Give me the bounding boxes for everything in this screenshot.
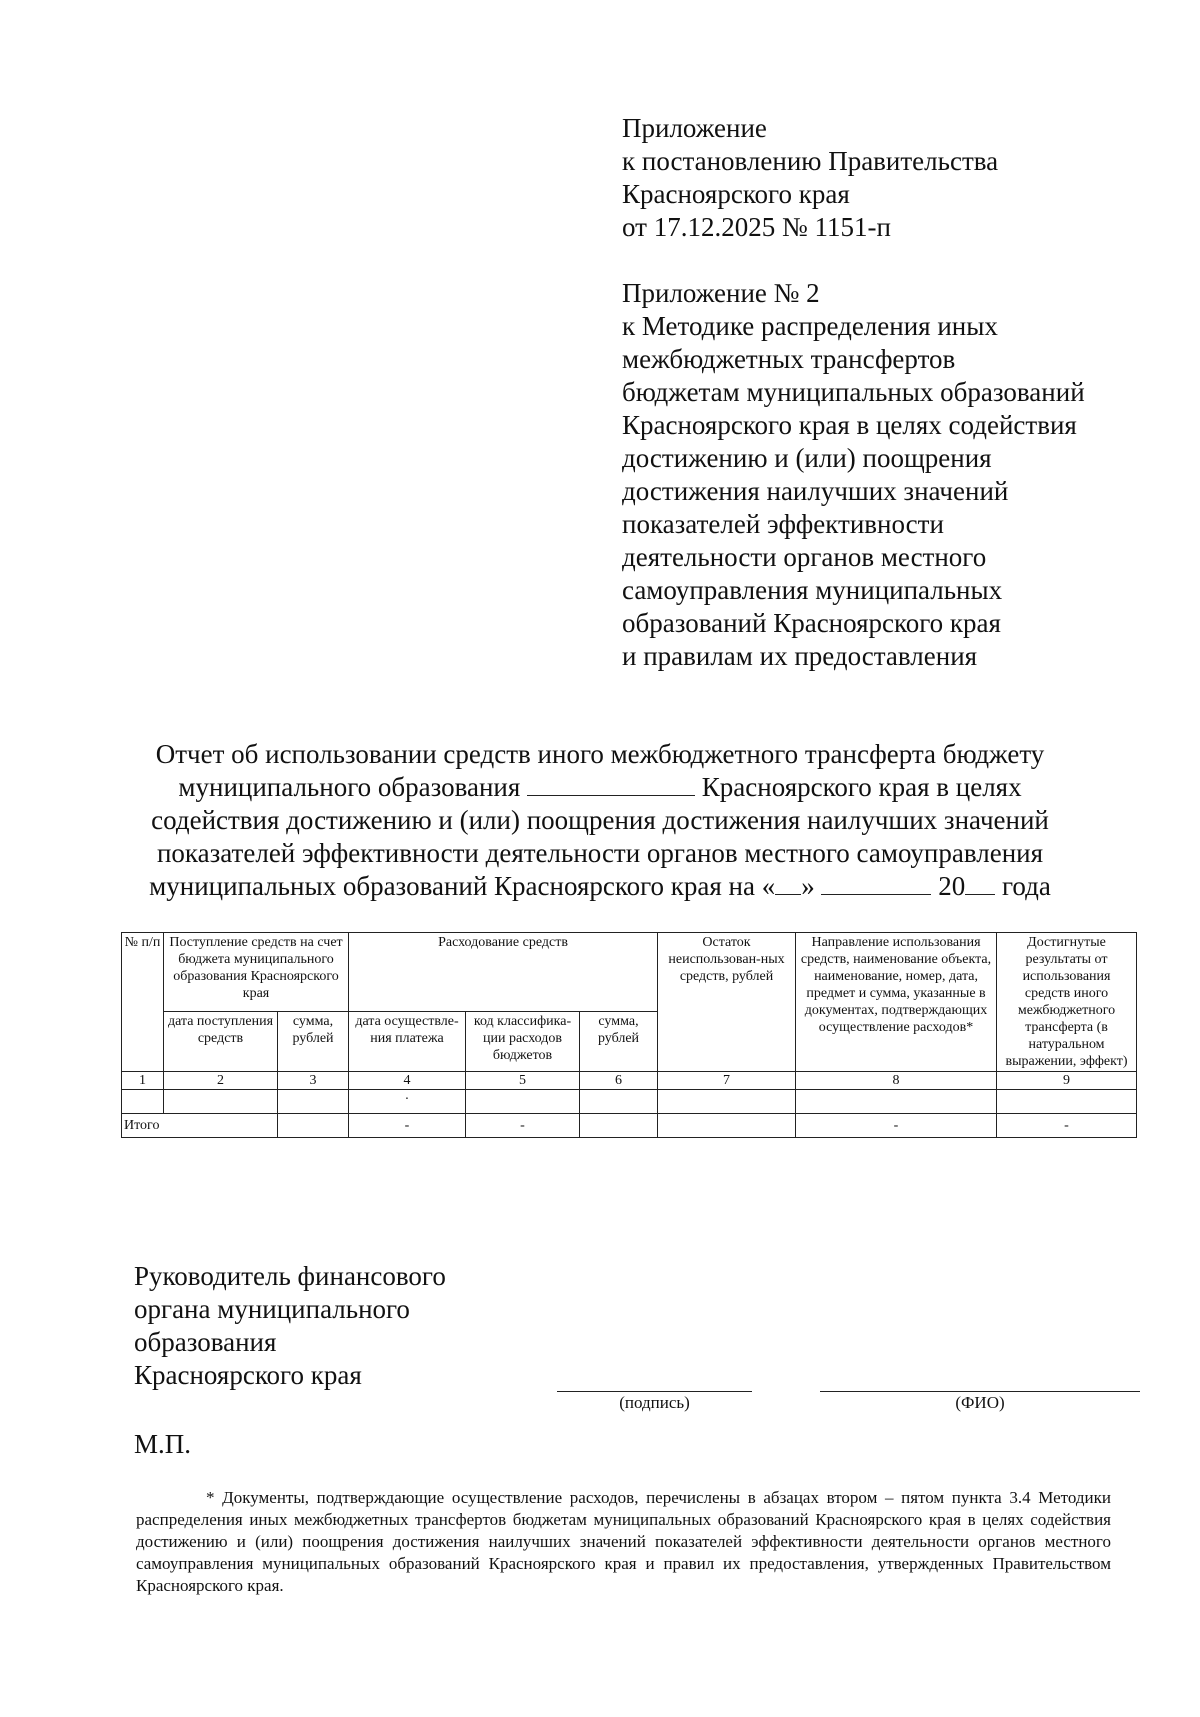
table-cell[interactable] bbox=[466, 1090, 580, 1114]
appendix-line: достижению и (или) поощрения bbox=[622, 443, 992, 473]
total-cell[interactable] bbox=[658, 1114, 796, 1138]
month-blank[interactable] bbox=[821, 872, 931, 895]
table-cell[interactable] bbox=[796, 1090, 997, 1114]
table-header-row bbox=[122, 933, 1137, 1012]
signatory-line: образования bbox=[134, 1327, 277, 1357]
header-spend-date: дата осуществле-ния платежа bbox=[349, 1011, 466, 1071]
column-number: 9 bbox=[997, 1072, 1137, 1090]
name-line[interactable] bbox=[820, 1391, 1140, 1392]
column-number: 5 bbox=[466, 1072, 580, 1090]
appendix-line: показателей эффективности bbox=[622, 509, 944, 539]
header-receipt-date: дата поступления средств bbox=[164, 1011, 278, 1071]
name-caption: (ФИО) bbox=[955, 1393, 1005, 1412]
appendix-line: Красноярского края в целях содействия bbox=[622, 410, 1077, 440]
signature-caption: (подпись) bbox=[619, 1393, 690, 1412]
report-title-text: года bbox=[1001, 871, 1051, 901]
column-number: 6 bbox=[580, 1072, 658, 1090]
total-cell[interactable]: - bbox=[997, 1114, 1137, 1138]
table-cell[interactable] bbox=[278, 1090, 349, 1114]
appendix-line: к Методике распределения иных bbox=[622, 311, 998, 341]
signature-line[interactable] bbox=[557, 1391, 752, 1392]
report-table bbox=[121, 932, 1137, 1138]
column-numbers-row bbox=[122, 1072, 1137, 1090]
appendix-line: межбюджетных трансфертов bbox=[622, 344, 956, 374]
total-cell[interactable]: - bbox=[796, 1114, 997, 1138]
footnote bbox=[136, 1487, 1111, 1597]
signatory-block bbox=[134, 1260, 574, 1392]
total-cell[interactable] bbox=[278, 1114, 349, 1138]
appendix-line: и правилам их предоставления bbox=[622, 641, 978, 671]
appendix-block bbox=[622, 112, 1182, 673]
table-cell[interactable]: · bbox=[349, 1090, 466, 1114]
total-row bbox=[122, 1114, 1137, 1138]
header-remainder: Остаток неиспользован-ных средств, рублей bbox=[658, 933, 796, 1072]
seal-mark: М.П. bbox=[134, 1429, 192, 1459]
header-direction: Направление использования средств, наименование объекта, наименование, номер, дата, предмет и сумма, указанные в документах, подтверждающих осуществление расходов* bbox=[796, 933, 997, 1072]
report-title-line bbox=[60, 870, 1140, 903]
header-number: № п/п bbox=[122, 933, 164, 1072]
table-cell[interactable] bbox=[658, 1090, 796, 1114]
appendix-line: деятельности органов местного bbox=[622, 542, 987, 572]
report-title-text: 20 bbox=[938, 871, 966, 901]
total-label: Итого bbox=[122, 1114, 278, 1138]
report-title-line: содействия достижению и (или) поощрения достижения наилучших значений bbox=[151, 805, 1049, 835]
header-receipt-sum: сумма, рублей bbox=[278, 1011, 349, 1071]
header-spend-sum: сумма, рублей bbox=[580, 1011, 658, 1071]
day-blank[interactable] bbox=[775, 872, 801, 895]
appendix-line: к постановлению Правительства bbox=[622, 146, 999, 176]
table-cell[interactable] bbox=[122, 1090, 164, 1114]
report-title-text: муниципального образования bbox=[178, 772, 521, 802]
year-blank[interactable] bbox=[965, 872, 995, 895]
signatory-line: Красноярского края bbox=[134, 1360, 362, 1390]
appendix-line: бюджетам муниципальных образований bbox=[622, 377, 1085, 407]
report-title-line: Отчет об использовании средств иного межбюджетного трансферта бюджету bbox=[155, 739, 1045, 769]
header-spend-code: код классифика-ции расходов бюджетов bbox=[466, 1011, 580, 1071]
report-title-text: » bbox=[801, 871, 815, 901]
column-number: 8 bbox=[796, 1072, 997, 1090]
appendix-line: Приложение bbox=[622, 113, 767, 143]
signatory-line: Руководитель финансового bbox=[134, 1261, 446, 1291]
header-results: Достигнутые результаты от использования средств иного межбюджетного трансферта (в натуральном выражении, эффект) bbox=[997, 933, 1137, 1072]
report-title-text: Красноярского края в целях bbox=[701, 772, 1022, 802]
report-title-text: муниципальных образований Красноярского края на « bbox=[149, 871, 776, 901]
appendix-line: Красноярского края bbox=[622, 179, 850, 209]
total-cell[interactable]: - bbox=[349, 1114, 466, 1138]
column-number: 3 bbox=[278, 1072, 349, 1090]
table-row bbox=[122, 1090, 1137, 1114]
header-receipt-group: Поступление средств на счет бюджета муниципального образования Красноярского края bbox=[164, 933, 349, 1012]
report-title-line: показателей эффективности деятельности органов местного самоуправления bbox=[156, 838, 1044, 868]
header-spend-group: Расходование средств bbox=[349, 933, 658, 1012]
total-cell[interactable] bbox=[580, 1114, 658, 1138]
municipality-blank[interactable] bbox=[527, 773, 695, 796]
signatory-line: органа муниципального bbox=[134, 1294, 410, 1324]
report-title-line bbox=[60, 771, 1140, 804]
table-cell[interactable] bbox=[997, 1090, 1137, 1114]
appendix-spacer bbox=[622, 244, 1182, 277]
appendix-line: образований Красноярского края bbox=[622, 608, 1001, 638]
appendix-line: самоуправления муниципальных bbox=[622, 575, 1003, 605]
footnote-text: * Документы, подтверждающие осуществление расходов, перечислены в абзацах втором – пятом пункта 3.4 Методики распределения иных межбюджетных трансфертов бюджетам муниципальных образований Красноярского края в целях содействия достижению и (или) поощрения достижения наилучших значений показателей эффективности деятельности органов местного самоуправления муниципальных образований Красноярского края и правил их предоставления, утвержденных Правительством Красноярского края. bbox=[136, 1488, 1111, 1595]
column-number: 7 bbox=[658, 1072, 796, 1090]
appendix-line: Приложение № 2 bbox=[622, 278, 820, 308]
column-number: 1 bbox=[122, 1072, 164, 1090]
appendix-line: достижения наилучших значений bbox=[622, 476, 1009, 506]
table-cell[interactable] bbox=[164, 1090, 278, 1114]
table-cell[interactable] bbox=[580, 1090, 658, 1114]
column-number: 2 bbox=[164, 1072, 278, 1090]
column-number: 4 bbox=[349, 1072, 466, 1090]
total-cell[interactable]: - bbox=[466, 1114, 580, 1138]
report-title bbox=[60, 738, 1140, 903]
appendix-line: от 17.12.2025 № 1151-п bbox=[622, 212, 891, 242]
